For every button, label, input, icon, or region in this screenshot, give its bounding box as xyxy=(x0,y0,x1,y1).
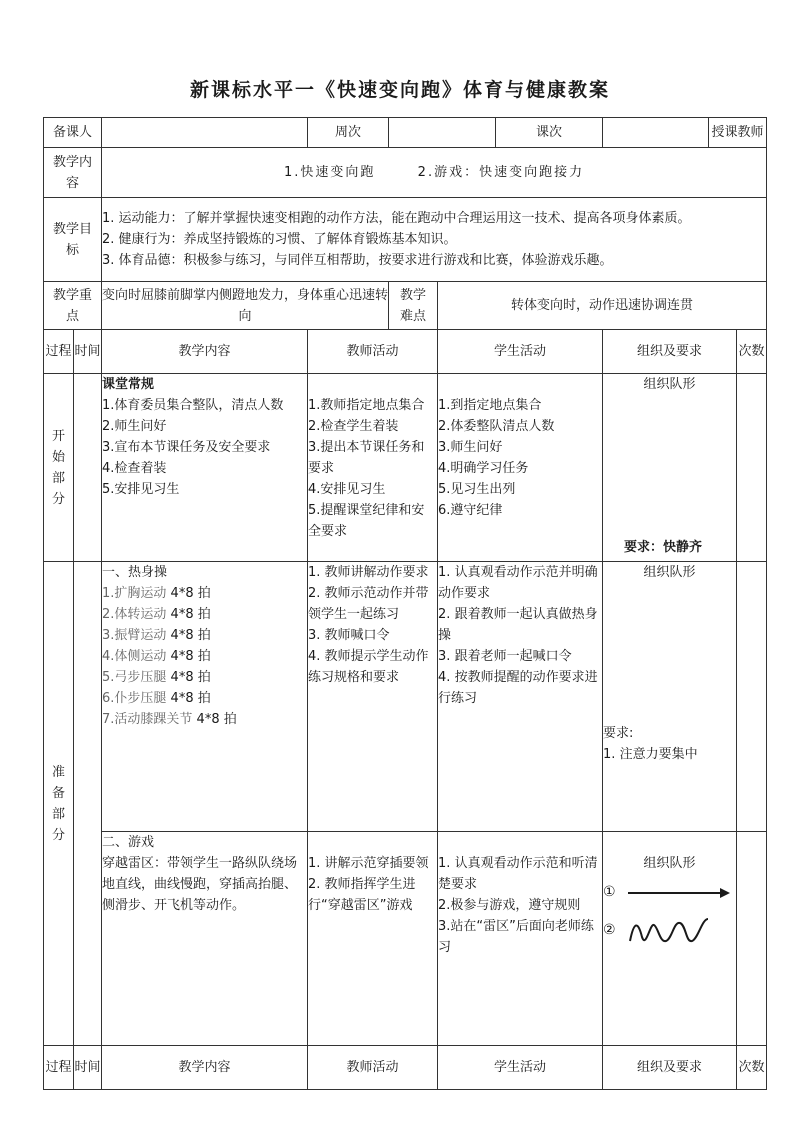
list-item: 3.振臂运动 4*8 拍 xyxy=(102,628,211,643)
content-value xyxy=(102,148,767,198)
col-count-bottom: 次数 xyxy=(737,1046,767,1090)
key-row xyxy=(44,282,767,330)
wavy-line-icon xyxy=(624,913,724,947)
prep-game-count xyxy=(737,832,767,1046)
list-item: 2. 教师指挥学生进行“穿越雷区”游戏 xyxy=(308,877,416,913)
list-item: 2.体委整队清点人数 xyxy=(438,419,555,434)
list-item: 1.到指定地点集合 xyxy=(438,398,542,413)
prep-warmup-count xyxy=(737,562,767,832)
content-label: 教学内容 xyxy=(44,148,102,198)
list-item: 4. 教师提示学生动作练习规格和要求 xyxy=(308,649,429,685)
list-item: 3. 教师喊口令 xyxy=(308,628,390,643)
list-item: 1. 教师讲解动作要求 xyxy=(308,565,429,580)
prep-warmup-content xyxy=(102,562,308,832)
prep-game-content xyxy=(102,832,308,1046)
prepared-by-value xyxy=(102,118,308,148)
prep-game-teacher xyxy=(308,832,438,1046)
goals-row xyxy=(44,198,767,282)
list-item: 1. 认真观看动作示范和听清楚要求 xyxy=(438,856,598,892)
list-item: 4. 按教师提醒的动作要求进行练习 xyxy=(438,670,598,706)
header-row xyxy=(44,118,767,148)
lesson-label: 课次 xyxy=(496,118,603,148)
game-title: 二、游戏 xyxy=(102,835,155,850)
list-item: 1. 讲解示范穿插要领 xyxy=(308,856,429,871)
start-label: 开始部分 xyxy=(44,374,74,562)
start-org xyxy=(603,374,737,562)
list-item: 4.安排见习生 xyxy=(308,482,386,497)
teacher-label: 授课教师 xyxy=(709,118,767,148)
list-item: 3.师生问好 xyxy=(438,440,503,455)
start-org-title: 组织队形 xyxy=(643,377,696,392)
content-row xyxy=(44,148,767,198)
week-label: 周次 xyxy=(308,118,389,148)
start-content xyxy=(102,374,308,562)
lesson-value xyxy=(603,118,709,148)
prep-org-req-item: 1. 注意力要集中 xyxy=(603,747,698,762)
col-time: 时间 xyxy=(74,330,102,374)
list-item: 4.明确学习任务 xyxy=(438,461,529,476)
goal-item: 3. 体育品德：积极参与练习，与同伴互相帮助，按要求进行游戏和比赛，体验游戏乐趣。 xyxy=(102,253,613,268)
col-process-bottom: 过程 xyxy=(44,1046,74,1090)
column-header-row-bottom xyxy=(44,1046,767,1090)
col-org: 组织及要求 xyxy=(603,330,737,374)
start-row xyxy=(44,374,767,562)
start-org-requirement: 要求：快静齐 xyxy=(624,540,703,555)
circle-1-label: ① xyxy=(603,884,616,900)
list-item: 5.见习生出列 xyxy=(438,482,516,497)
col-time-bottom: 时间 xyxy=(74,1046,102,1090)
col-content: 教学内容 xyxy=(102,330,308,374)
key-value: 变向时屈膝前脚掌内侧蹬地发力，身体重心迅速转向 xyxy=(102,282,389,330)
list-item: 2.师生问好 xyxy=(102,419,167,434)
prep-game-row xyxy=(44,832,767,1046)
col-teacher-bottom: 教师活动 xyxy=(308,1046,438,1090)
arrow-icon xyxy=(624,885,734,901)
list-item: 2.体转运动 4*8 拍 xyxy=(102,607,211,622)
prep-warmup-org xyxy=(603,562,737,832)
game-org-title: 组织队形 xyxy=(643,856,696,871)
goal-item: 2. 健康行为：养成坚持锻炼的习惯、了解体育锻炼基本知识。 xyxy=(102,232,457,247)
goals-label: 教学目标 xyxy=(44,198,102,282)
list-item: 1.教师指定地点集合 xyxy=(308,398,425,413)
prepared-by-label: 备课人 xyxy=(44,118,102,148)
list-item: 1.体育委员集合整队，清点人数 xyxy=(102,398,284,413)
prep-game-student xyxy=(438,832,603,1046)
week-value xyxy=(389,118,496,148)
prep-warmup-row xyxy=(44,562,767,832)
list-item: 3.站在“雷区”后面向老师练习 xyxy=(438,919,594,955)
list-item: 5.提醒课堂纪律和安全要求 xyxy=(308,503,425,539)
prep-warmup-teacher xyxy=(308,562,438,832)
list-item: 3. 跟着老师一起喊口令 xyxy=(438,649,572,664)
col-content-bottom: 教学内容 xyxy=(102,1046,308,1090)
start-count xyxy=(737,374,767,562)
difficulty-label: 教学难点 xyxy=(389,282,438,330)
list-item: 2.极参与游戏，遵守规则 xyxy=(438,898,581,913)
list-item: 3.提出本节课任务和要求 xyxy=(308,440,425,476)
col-org-bottom: 组织及要求 xyxy=(603,1046,737,1090)
difficulty-value: 转体变向时，动作迅速协调连贯 xyxy=(438,282,767,330)
start-time xyxy=(74,374,102,562)
col-student: 学生活动 xyxy=(438,330,603,374)
circle-2-label: ② xyxy=(603,921,616,938)
list-item: 6.遵守纪律 xyxy=(438,503,503,518)
key-label: 教学重点 xyxy=(44,282,102,330)
prep-time xyxy=(74,562,102,1046)
column-header-row xyxy=(44,330,767,374)
start-student xyxy=(438,374,603,562)
content-item-1: 1.快速变向跑 xyxy=(283,165,376,180)
list-item: 4.体侧运动 4*8 拍 xyxy=(102,649,211,664)
lesson-plan-table xyxy=(43,117,767,1090)
col-teacher: 教师活动 xyxy=(308,330,438,374)
col-process: 过程 xyxy=(44,330,74,374)
list-item: 1. 认真观看动作示范并明确动作要求 xyxy=(438,565,598,601)
list-item: 1.扩胸运动 4*8 拍 xyxy=(102,586,211,601)
list-item: 5.安排见习生 xyxy=(102,482,180,497)
goals-value xyxy=(102,198,767,282)
prep-label: 准备部分 xyxy=(44,562,74,1046)
list-item: 2. 跟着教师一起认真做热身操 xyxy=(438,607,598,643)
content-item-2: 2.游戏：快速变向跑接力 xyxy=(417,165,585,180)
goal-item: 1. 运动能力：了解并掌握快速变相跑的动作方法，能在跑动中合理运用这一技术、提高各项身体素质。 xyxy=(102,211,691,226)
game-text: 穿越雷区：带领学生一路纵队绕场地直线，曲线慢跑，穿插高抬腿、侧滑步、开飞机等动作。 xyxy=(102,856,298,913)
list-item: 2.检查学生着装 xyxy=(308,419,399,434)
prep-warmup-student xyxy=(438,562,603,832)
curve-run-diagram xyxy=(603,913,736,947)
list-item: 6.仆步压腿 4*8 拍 xyxy=(102,691,211,706)
prep-game-org xyxy=(603,832,737,1046)
prep-org-title: 组织队形 xyxy=(643,565,696,580)
list-item: 7.活动膝踝关节 4*8 拍 xyxy=(102,712,237,727)
list-item: 2. 教师示范动作并带领学生一起练习 xyxy=(308,586,429,622)
warmup-title: 一、热身操 xyxy=(102,565,168,580)
prep-org-req-label: 要求: xyxy=(603,726,634,741)
start-content-title: 课堂常规 xyxy=(102,377,155,392)
col-count: 次数 xyxy=(737,330,767,374)
list-item: 5.弓步压腿 4*8 拍 xyxy=(102,670,211,685)
page-title: 新课标水平一《快速变向跑》体育与健康教案 xyxy=(189,79,610,101)
list-item: 3.宣布本节课任务及安全要求 xyxy=(102,440,271,455)
straight-run-diagram xyxy=(603,882,736,903)
start-teacher xyxy=(308,374,438,562)
list-item: 4.检查着装 xyxy=(102,461,167,476)
col-student-bottom: 学生活动 xyxy=(438,1046,603,1090)
